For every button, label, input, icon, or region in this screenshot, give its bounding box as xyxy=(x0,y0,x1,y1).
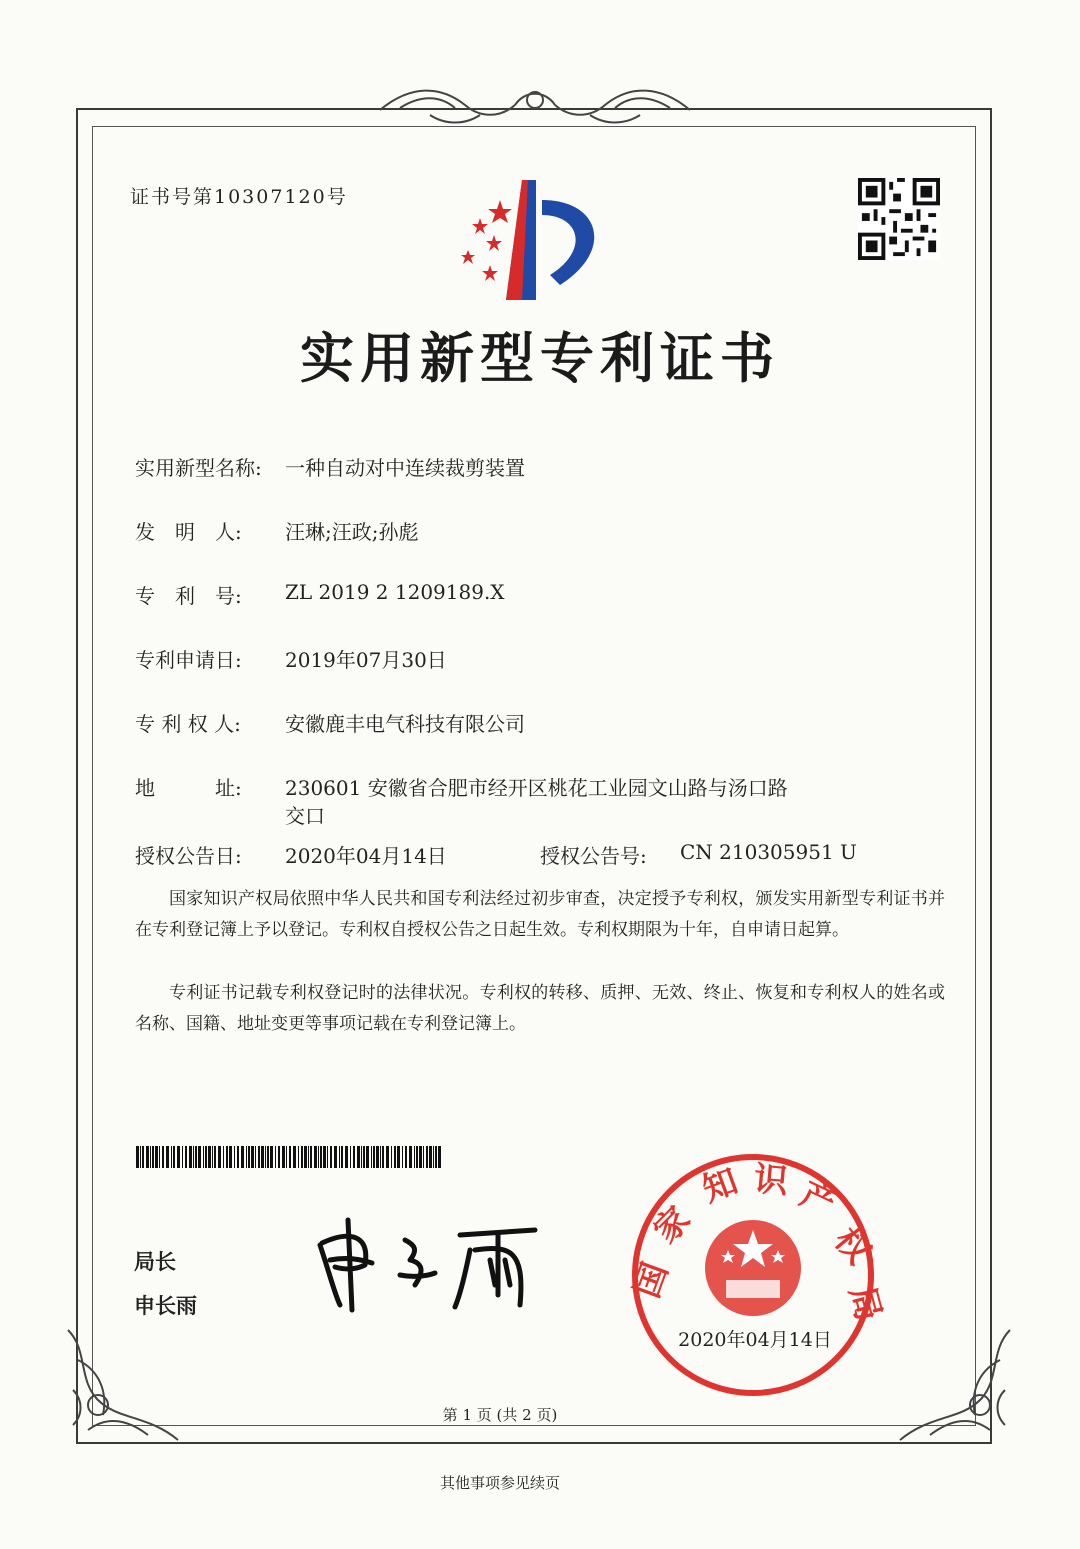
inventor-value: 汪琳;汪政;孙彪 xyxy=(285,520,419,544)
top-ornament xyxy=(370,80,700,130)
svg-text:局: 局 xyxy=(841,1281,889,1326)
cnipa-logo-icon xyxy=(450,180,610,308)
address-label: 地 址: xyxy=(135,776,242,800)
grant-date-label: 授权公告日: xyxy=(135,844,242,868)
svg-text:家: 家 xyxy=(646,1199,699,1252)
utility-model-name-label: 实用新型名称: xyxy=(135,456,262,480)
statement-paragraph-1: 国家知识产权局依照中华人民共和国专利法经过初步审查，决定授予专利权，颁发实用新型专利证书并在专利登记簿上予以登记。专利权自授权公告之日起生效。专利权期限为十年，自申请日起算。 xyxy=(135,889,945,940)
director-title: 局长 xyxy=(134,1250,176,1274)
patent-number-value: ZL 2019 2 1209189.X xyxy=(285,580,505,604)
grant-number-value: CN 210305951 U xyxy=(680,840,857,864)
svg-text:产: 产 xyxy=(794,1173,842,1225)
seal-date: 2020年04月14日 xyxy=(678,1329,832,1351)
barcode-icon xyxy=(136,1146,442,1168)
director-name: 申长雨 xyxy=(134,1294,197,1318)
svg-text:识: 识 xyxy=(752,1159,790,1202)
official-seal-icon xyxy=(626,1150,889,1400)
bottom-left-ornament xyxy=(58,1320,188,1450)
filing-date-value: 2019年07月30日 xyxy=(285,648,447,672)
utility-model-name-value: 一种自动对中连续裁剪装置 xyxy=(285,456,525,480)
address-value-line1: 230601 安徽省合肥市经开区桃花工业园文山路与汤口路 xyxy=(285,776,788,800)
qr-code-icon xyxy=(858,178,940,260)
bottom-right-ornament xyxy=(890,1320,1020,1450)
filing-date-label: 专利申请日: xyxy=(135,648,242,672)
director-signature xyxy=(310,1215,550,1315)
page-indicator: 第 1 页 (共 2 页) xyxy=(442,1406,558,1424)
statement-paragraph-2: 专利证书记载专利权登记时的法律状况。专利权的转移、质押、无效、终止、恢复和专利权人的姓名或名称、国籍、地址变更等事项记载在专利登记簿上。 xyxy=(135,983,945,1034)
footer-note: 其他事项参见续页 xyxy=(439,1474,560,1492)
patentee-label: 专 利 权 人: xyxy=(135,712,241,736)
address-value-line2: 交口 xyxy=(285,804,325,828)
inventor-label: 发 明 人: xyxy=(135,520,242,544)
svg-text:国: 国 xyxy=(626,1257,677,1304)
patent-number-label: 专 利 号: xyxy=(135,584,242,608)
svg-text:权: 权 xyxy=(826,1220,879,1272)
svg-text:知: 知 xyxy=(697,1161,744,1211)
certificate-number: 证书号第10307120号 xyxy=(130,186,348,208)
grant-number-label: 授权公告号: xyxy=(540,844,647,868)
grant-date-value: 2020年04月14日 xyxy=(285,844,447,868)
patentee-value: 安徽鹿丰电气科技有限公司 xyxy=(285,712,525,736)
certificate-title: 实用新型专利证书 xyxy=(300,327,780,390)
